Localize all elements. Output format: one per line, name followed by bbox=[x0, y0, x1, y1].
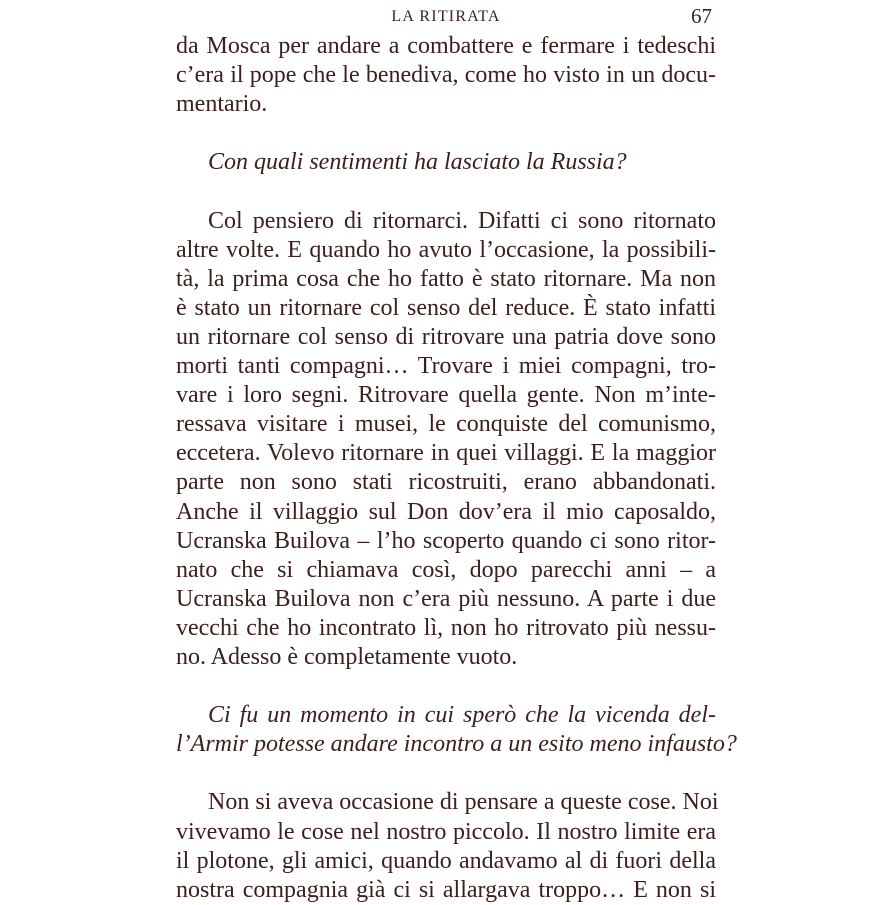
text-line: Ucranska Builova – l’ho scoperto quando ci sono ritor- bbox=[176, 527, 716, 554]
text-line: l’Armir potesse andare incontro a un esito meno infausto? bbox=[176, 731, 737, 758]
text-line: no. Adesso è completamente vuoto. bbox=[176, 643, 518, 670]
text-line: Non si aveva occasione di pensare a queste cose. Noi bbox=[208, 789, 719, 816]
text-line: parte non sono stati ricostruiti, erano abbandonati. bbox=[176, 469, 716, 496]
text-line: vare i loro segni. Ritrovare quella gente. Non m’inte- bbox=[176, 382, 716, 409]
text-line: altre volte. E quando ho avuto l’occasione, la possibili- bbox=[176, 236, 716, 263]
text-line: vecchi che ho incontrato lì, non ho ritrovato più nessu- bbox=[176, 614, 716, 641]
text-line: un ritornare col senso di ritrovare una patria dove sono bbox=[176, 323, 716, 350]
text-line: c’era il pope che le benediva, come ho visto in un docu- bbox=[176, 62, 716, 89]
interview-question bbox=[176, 148, 716, 177]
text-line: nostra compagnia già ci si allargava troppo… E non si bbox=[176, 876, 716, 903]
interview-answer bbox=[176, 788, 719, 904]
text-line: ressava visitare i musei, le conquiste del comunismo, bbox=[176, 411, 716, 438]
text-line: eccetera. Volevo ritornare in quei villaggi. E la maggior bbox=[176, 440, 716, 467]
text-line: vivevamo le cose nel nostro piccolo. Il nostro limite era bbox=[176, 818, 716, 845]
page-number: 67 bbox=[691, 4, 712, 28]
text-line: Anche il villaggio sul Don dov’era il mio caposaldo, bbox=[176, 498, 716, 525]
interview-question bbox=[176, 701, 737, 759]
paragraph-continuation bbox=[176, 32, 716, 119]
text-line: Con quali sentimenti ha lasciato la Russia? bbox=[208, 149, 627, 176]
running-title: LA RITIRATA bbox=[391, 8, 501, 25]
text-line: Col pensiero di ritornarci. Difatti ci sono ritornato bbox=[208, 207, 716, 234]
page-text bbox=[176, 32, 737, 905]
text-line: il plotone, gli amici, quando andavamo al di fuori della bbox=[176, 847, 716, 874]
text-line: Ucranska Builova non c’era più nessuno. A parte i due bbox=[176, 585, 716, 612]
text-line: da Mosca per andare a combattere e fermare i tedeschi bbox=[176, 33, 716, 59]
interview-answer bbox=[176, 207, 716, 673]
text-line: tà, la prima cosa che ho fatto è stato ritornare. Ma non bbox=[176, 265, 716, 292]
text-line: morti tanti compagni… Trovare i miei compagni, tro- bbox=[176, 353, 716, 380]
text-line: mentario. bbox=[176, 91, 268, 118]
running-head bbox=[176, 6, 716, 28]
text-line: Ci fu un momento in cui sperò che la vicenda del- bbox=[208, 702, 716, 729]
text-line: è stato un ritornare col senso del reduce. È stato infatti bbox=[176, 294, 716, 321]
text-line: nato che si chiamava così, dopo parecchi anni – a bbox=[176, 556, 716, 583]
